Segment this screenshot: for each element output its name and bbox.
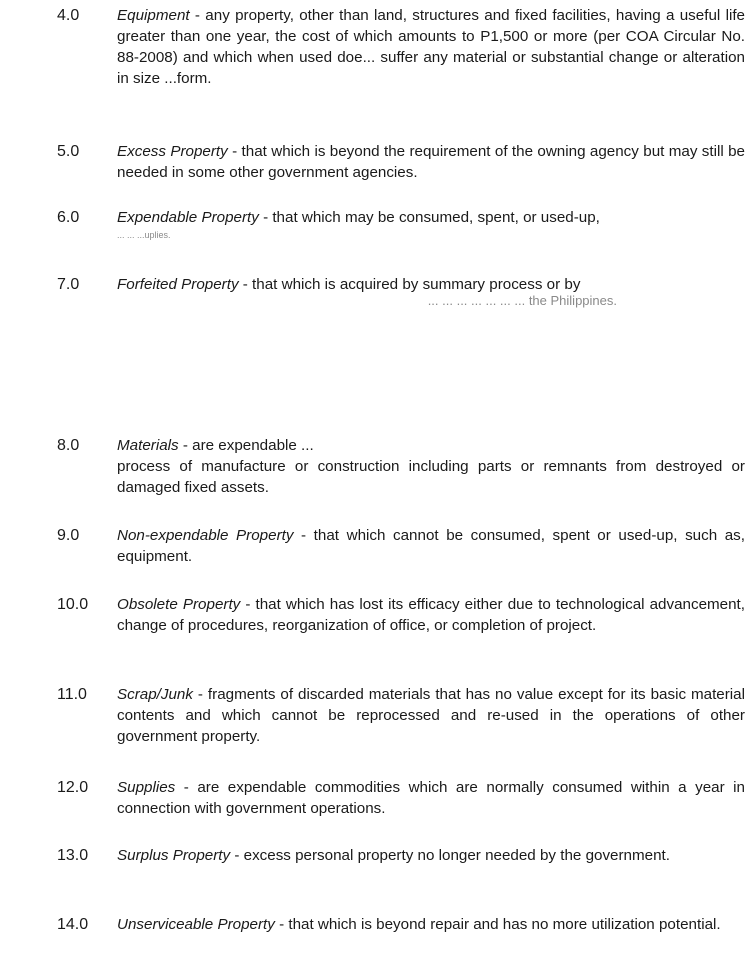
entry-definition: - that which cannot be consumed, spent or used-up, such as, equipment. bbox=[117, 527, 745, 565]
entry-number: 13.0 bbox=[57, 847, 89, 864]
entry-faded-line: ... ... ...uplies. bbox=[117, 230, 171, 240]
entry-term: Non-expendable Property bbox=[117, 527, 294, 544]
entry-term: Surplus Property bbox=[117, 847, 231, 864]
entry-text bbox=[117, 5, 745, 89]
entry-text bbox=[117, 207, 745, 228]
entry-number: 8.0 bbox=[57, 437, 80, 454]
entry-definition: - that which is beyond repair and has no more utilization potential. bbox=[274, 916, 721, 933]
entry-text bbox=[117, 525, 745, 567]
entry-definition: - that which is beyond the requirement of the owning agency but may still be needed in some other government agencies. bbox=[117, 143, 745, 181]
entry-text bbox=[117, 594, 745, 636]
entry-number: 9.0 bbox=[57, 527, 80, 544]
entry-definition: - are expendable ... bbox=[178, 437, 314, 454]
entry-term: Excess Property bbox=[117, 143, 228, 160]
entry-number: 14.0 bbox=[57, 916, 89, 933]
entry-number: 12.0 bbox=[57, 779, 89, 796]
entry-text bbox=[117, 435, 745, 456]
entry-faded-line: ... ... ... ... ... ... ... the Philippines. bbox=[427, 293, 617, 308]
entry-term: Equipment bbox=[117, 7, 190, 24]
entry-term: Obsolete Property bbox=[117, 596, 241, 613]
entry-number: 11.0 bbox=[57, 686, 87, 703]
entry-term: Materials bbox=[117, 437, 179, 454]
entry-number: 6.0 bbox=[57, 209, 80, 226]
entry-term: Supplies bbox=[117, 779, 176, 796]
entry-definition: - fragments of discarded materials that has no value except for its basic material contents and which cannot be reprocessed and re-used in the operations of other government property. bbox=[117, 686, 745, 745]
entry-text bbox=[117, 684, 745, 747]
entry-number: 5.0 bbox=[57, 143, 80, 160]
entry-definition: - that which has lost its efficacy either due to technological advancement, change of procedures, reorganization of office, or completion of project. bbox=[117, 596, 745, 634]
entry-definition: - that which is acquired by summary process or by bbox=[238, 276, 581, 293]
entry-term: Forfeited Property bbox=[117, 276, 239, 293]
entry-term: Scrap/Junk bbox=[117, 686, 193, 703]
entry-definition: - excess personal property no longer needed by the government. bbox=[230, 847, 670, 864]
entry-continuation: process of manufacture or construction including parts or remnants from destroyed or damaged fixed assets. bbox=[117, 458, 745, 496]
entry-number: 7.0 bbox=[57, 276, 80, 293]
entry-text bbox=[117, 845, 745, 866]
entry-term: Expendable Property bbox=[117, 209, 259, 226]
entry-number: 10.0 bbox=[57, 596, 89, 613]
entry-text bbox=[117, 274, 745, 295]
entry-definition: - that which may be consumed, spent, or used-up, bbox=[258, 209, 600, 226]
entry-text bbox=[117, 914, 745, 935]
entry-text bbox=[117, 777, 745, 819]
entry-number: 4.0 bbox=[57, 7, 80, 24]
entry-text bbox=[117, 141, 745, 183]
entry-definition: - any property, other than land, structures and fixed facilities, having a useful life greater than one year, the cost of which amounts to P1,500 or more (per COA Circular No. 88-2008) and which when used doe... suffer any material or substantial change or alteration in size ...form. bbox=[117, 7, 745, 87]
entry-definition: - are expendable commodities which are normally consumed within a year in connection with government operations. bbox=[117, 779, 745, 817]
entry-term: Unserviceable Property bbox=[117, 916, 275, 933]
